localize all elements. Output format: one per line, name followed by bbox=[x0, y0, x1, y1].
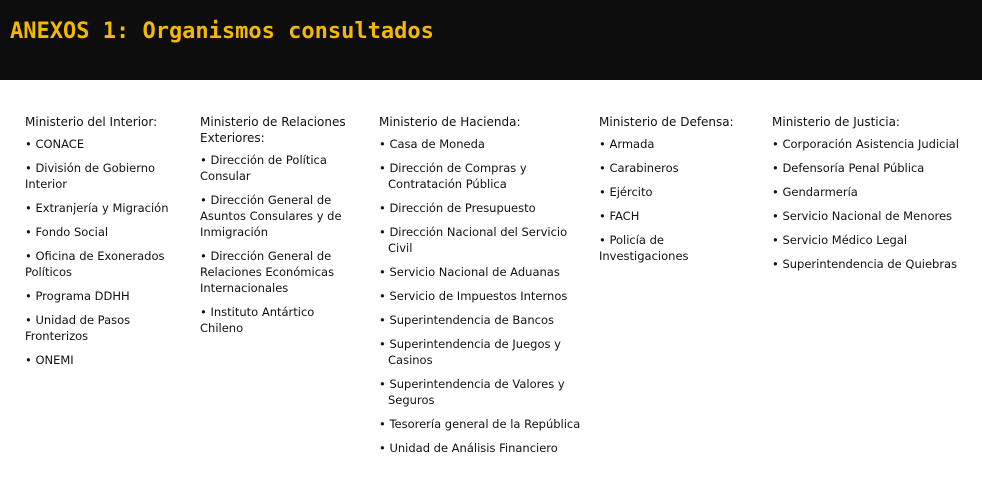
list-item: • ONEMI bbox=[25, 352, 185, 368]
list-item: • CONACE bbox=[25, 136, 185, 152]
list-item: • Superintendencia de Quiebras bbox=[772, 256, 977, 272]
column-defensa bbox=[599, 114, 749, 272]
list-item: • Dirección de Política Consular bbox=[200, 152, 360, 184]
column-heading: Ministerio de Relaciones Exteriores: bbox=[200, 115, 346, 145]
list-item: • Policía de Investigaciones bbox=[599, 232, 749, 264]
column-heading: Ministerio del Interior: bbox=[25, 115, 158, 129]
list-item: • Casa de Moneda bbox=[379, 136, 584, 152]
list-item: • Unidad de Pasos Fronterizos bbox=[25, 312, 185, 344]
list-item: • Programa DDHH bbox=[25, 288, 185, 304]
list-item: • Dirección de Presupuesto bbox=[379, 200, 584, 216]
list-item: • Dirección de Compras y Contratación Pública bbox=[379, 160, 584, 192]
title-bar bbox=[0, 0, 982, 80]
list-item: • Servicio Nacional de Aduanas bbox=[379, 264, 584, 280]
column-hacienda bbox=[379, 114, 584, 464]
list-item: • Gendarmería bbox=[772, 184, 977, 200]
list-item: • Instituto Antártico Chileno bbox=[200, 304, 360, 336]
list-item: • Corporación Asistencia Judicial bbox=[772, 136, 977, 152]
list-item: • Armada bbox=[599, 136, 749, 152]
column-justicia bbox=[772, 114, 977, 280]
column-relaciones-exteriores bbox=[200, 114, 360, 344]
list-item: • Servicio de Impuestos Internos bbox=[379, 288, 584, 304]
list-item: • Ejército bbox=[599, 184, 749, 200]
list-item: • Superintendencia de Bancos bbox=[379, 312, 584, 328]
list-item: • Dirección Nacional del Servicio Civil bbox=[379, 224, 584, 256]
list-item: • Tesorería general de la República bbox=[379, 416, 584, 432]
column-heading: Ministerio de Defensa: bbox=[599, 115, 734, 129]
column-heading: Ministerio de Justicia: bbox=[772, 115, 900, 129]
column-heading: Ministerio de Hacienda: bbox=[379, 115, 521, 129]
list-item: • Unidad de Análisis Financiero bbox=[379, 440, 584, 456]
list-item: • Dirección General de Asuntos Consulares y de Inmigración bbox=[200, 192, 360, 240]
list-item: • Extranjería y Migración bbox=[25, 200, 185, 216]
list-item: • Servicio Nacional de Menores bbox=[772, 208, 977, 224]
page-title: ANEXOS 1: Organismos consultados bbox=[10, 19, 434, 44]
column-interior bbox=[25, 114, 185, 376]
list-item: • Oficina de Exonerados Políticos bbox=[25, 248, 185, 280]
list-item: • Carabineros bbox=[599, 160, 749, 176]
list-item: • FACH bbox=[599, 208, 749, 224]
list-item: • División de Gobierno Interior bbox=[25, 160, 185, 192]
list-item: • Superintendencia de Juegos y Casinos bbox=[379, 336, 584, 368]
list-item: • Dirección General de Relaciones Económicas Internacionales bbox=[200, 248, 360, 296]
list-item: • Fondo Social bbox=[25, 224, 185, 240]
list-item: • Servicio Médico Legal bbox=[772, 232, 977, 248]
list-item: • Defensoría Penal Pública bbox=[772, 160, 977, 176]
list-item: • Superintendencia de Valores y Seguros bbox=[379, 376, 584, 408]
